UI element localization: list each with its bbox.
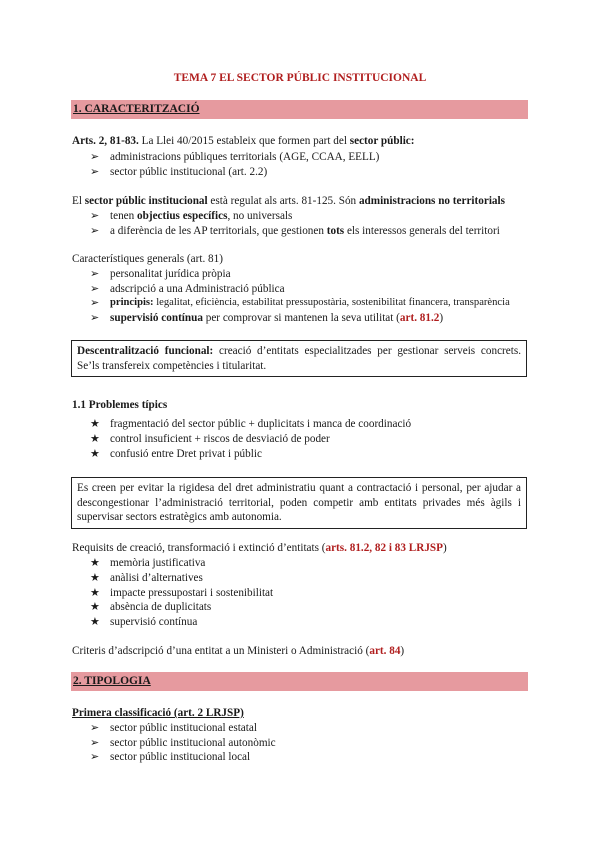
list-item: ➢ tenen objectius específics, no universals (90, 210, 293, 222)
arrow-bullet-icon: ➢ (90, 151, 100, 163)
section-heading-caracteritzacio (71, 100, 528, 119)
list-item: ★ memòria justificativa (90, 557, 206, 569)
descentralitzacio-box: Descentralització funcional: creació d’entitats especialitzades per gestionar serveis concrets. Se’ls transfereix competències i titularitat. (71, 340, 527, 377)
document-title: TEMA 7 EL SECTOR PÚBLIC INSTITUCIONAL (173, 72, 427, 84)
intro-sector-public: sector públic: (349, 135, 415, 147)
intro-arts-ref: Arts. 2, 81-83. (72, 135, 139, 147)
arrow-bullet-icon: ➢ (90, 225, 100, 237)
arrow-bullet-icon: ➢ (90, 312, 100, 324)
star-bullet-icon: ★ (90, 601, 100, 613)
list-item: ➢ sector públic institucional (art. 2.2) (90, 166, 268, 178)
list-item: ★ supervisió contínua (90, 616, 198, 628)
star-bullet-icon: ★ (90, 572, 100, 584)
list-item: ★ anàlisi d’alternatives (90, 572, 203, 584)
star-bullet-icon: ★ (90, 418, 100, 430)
list-item: ➢ personalitat jurídica pròpia (90, 268, 231, 280)
list-item: ➢ a diferència de les AP territorials, que gestionen tots els interessos generals del territori (90, 225, 500, 237)
problemes-heading: 1.1 Problemes típics (72, 399, 168, 411)
tipologia-heading: Primera classificació (art. 2 LRJSP) (72, 707, 244, 719)
section-heading-label: 1. CARACTERITZACIÓ (73, 103, 200, 115)
arrow-bullet-icon: ➢ (90, 737, 100, 749)
arrow-bullet-icon: ➢ (90, 210, 100, 222)
star-bullet-icon: ★ (90, 448, 100, 460)
star-bullet-icon: ★ (90, 616, 100, 628)
spi-paragraph: El sector públic institucional està regulat als arts. 81-125. Són administracions no territorials (72, 195, 505, 207)
list-item: ➢ sector públic institucional estatal (90, 722, 257, 734)
list-item: ➢ principis: legalitat, eficiència, estabilitat pressupostària, sostenibilitat financera, transparència (90, 297, 510, 309)
star-bullet-icon: ★ (90, 557, 100, 569)
list-item: ➢ sector públic institucional local (90, 751, 251, 763)
intro-text: La Llei 40/2015 estableix que formen part del (138, 135, 350, 147)
star-bullet-icon: ★ (90, 433, 100, 445)
intro-paragraph (72, 134, 415, 148)
arrow-bullet-icon: ➢ (90, 166, 100, 178)
list-item: ➢ sector públic institucional autonòmic (90, 737, 276, 749)
list-item: ★ impacte pressupostari i sostenibilitat (90, 587, 274, 599)
list-item: ★ absència de duplicitats (90, 601, 212, 613)
list-item: ➢ adscripció a una Administració pública (90, 283, 285, 295)
arrow-bullet-icon: ➢ (90, 751, 100, 763)
section-heading-label: 2. TIPOLOGIA (73, 675, 151, 687)
arrow-bullet-icon: ➢ (90, 268, 100, 280)
criteris-paragraph: Criteris d’adscripció d’una entitat a un Ministeri o Administració (art. 84) (72, 645, 405, 657)
list-item: ★ control insuficient + riscos de desviació de poder (90, 433, 330, 445)
list-item: ➢ administracions públiques territorials (AGE, CCAA, EELL) (90, 151, 380, 163)
list-item: ★ fragmentació del sector públic + duplicitats i manca de coordinació (90, 418, 412, 430)
arrow-bullet-icon: ➢ (90, 722, 100, 734)
list-item: ➢ supervisió contínua per comprovar si mantenen la seva utilitat (art. 81.2) (90, 312, 444, 324)
section-heading-tipologia (71, 672, 528, 691)
list-item: ★ confusió entre Dret privat i públic (90, 448, 262, 460)
requisits-heading: Requisits de creació, transformació i extinció d’entitats (arts. 81.2, 82 i 83 LRJSP) (72, 542, 447, 554)
star-bullet-icon: ★ (90, 587, 100, 599)
motivacio-box: Es creen per evitar la rigidesa del dret administratiu quant a contractació i personal, per ajudar a descongestionar l’administració territorial, poden competir amb entitats privades més àgils i supervisar sectors estratègics amb autonomia. (71, 477, 527, 529)
arrow-bullet-icon: ➢ (90, 283, 100, 295)
caracteristiques-heading: Característiques generals (art. 81) (72, 253, 223, 265)
arrow-bullet-icon: ➢ (90, 297, 100, 309)
